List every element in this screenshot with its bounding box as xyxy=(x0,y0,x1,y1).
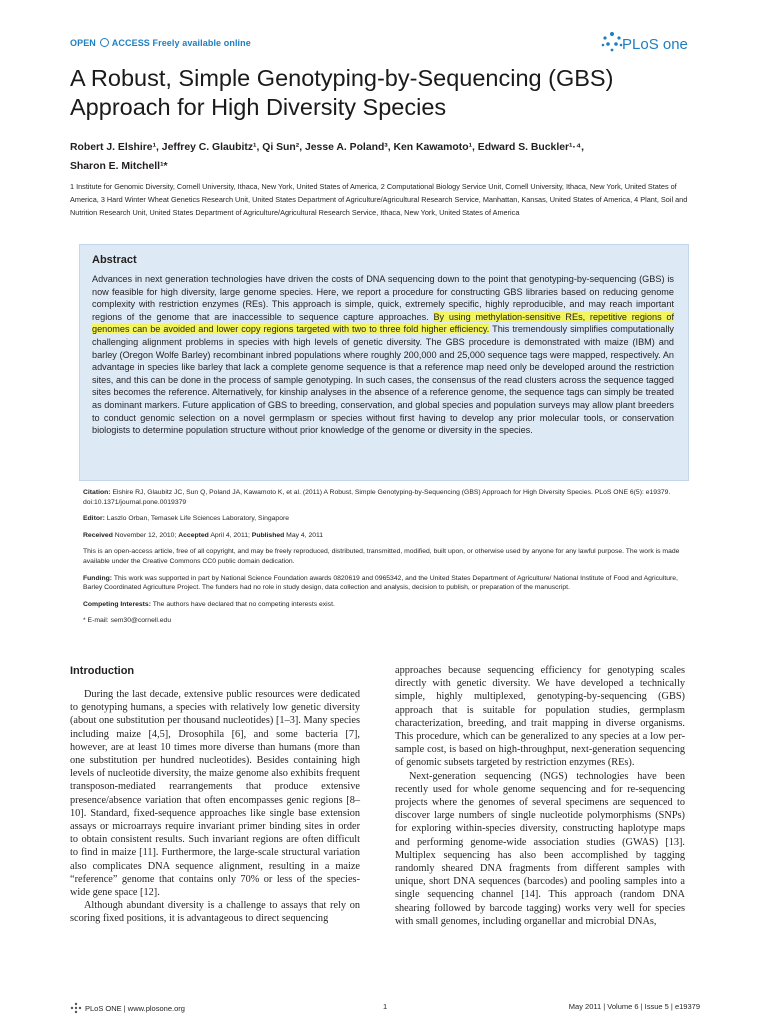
open-lock-icon xyxy=(100,38,109,47)
editor-text: Laszlo Orban, Temasek Life Sciences Laboratory, Singapore xyxy=(104,515,290,523)
received-label: Received xyxy=(83,531,113,539)
intro-paragraph-2: Although abundant diversity is a challenge to assays that rely on scoring fixed positions, it is advantageous to direct sequencing xyxy=(70,900,360,925)
open-access-text: ACCESS Freely available online xyxy=(111,38,251,48)
open-access-label: OPEN xyxy=(70,38,96,48)
right-column xyxy=(395,664,685,928)
authors-line-2: Sharon E. Mitchell¹* xyxy=(70,161,168,172)
intro-paragraph-4: Next-generation sequencing (NGS) technologies have been recently used for whole genome sequencing and for re-sequencing projects where the genomes of several specimens are sequenced to discover large numbers of single nucleotide polymorphisms (SNPs) for exploring within-species diversity, constructing haplotype maps and performing genome-wide association studies (GWAS) [13]. Multiplex sequencing has also been accomplished by tagging randomly sheared DNA fragments from different samples with unique, short DNA sequences (barcodes) and pooling samples into a single sequencing channel [14]. This approach (random DNA shearing followed by barcode tagging) works very well for species with small genomes, including organellar and microbial DNAs, xyxy=(395,770,685,927)
abstract-highlight[interactable]: By using methylation-sensitive REs, repetitive regions of genomes can be avoided and lower copy regions targeted with two to three fold higher efficiency. xyxy=(92,311,675,335)
author-list xyxy=(70,138,710,176)
accepted-label: Accepted xyxy=(178,531,209,539)
intro-paragraph-1: During the last decade, extensive public resources were dedicated to genotyping humans, a species with relatively low genetic diversity (about one substitution per thousand nucleotides) [1–3]. Many species including maize [4,5], Drosophila [6], and some bacteria [7], however, are at least 10 times more diverse than humans (more than one substitution per hundred nucleotides). Besides containing high levels of nucleotide diversity, the maize genome also exhibits frequent transposon-mediated rearrangements that produce extensive presence/absence variation that often encompasses genic regions [8–10]. Standard, fixed-sequence approaches like single base extension assays or microarrays require invariant primer binding sites in order to obtain consistent results. Such invariant regions are often difficult to find in maize [11]. Furthermore, the large-scale structural variation also complicates DNA sequence alignment, resulting in a maize “reference” genome that contains only 70% or less of the species-wide gene space [12]. xyxy=(70,689,360,899)
abstract-box xyxy=(79,244,689,481)
plos-dots-icon xyxy=(600,30,624,56)
license-statement: This is an open-access article, free of all copyright, and may be freely reproduced, distributed, transmitted, modified, built upon, or otherwise used by anyone for any lawful purpose. The work is made available under the Creative Commons CC0 public domain dedication. xyxy=(83,548,680,565)
introduction-heading: Introduction xyxy=(70,665,135,677)
journal-name: PLoS one xyxy=(622,36,688,53)
published-label: Published xyxy=(251,531,285,539)
funding-text: This work was supported in part by National Science Foundation awards 0820619 and 0965342, and the United States Department of Agriculture/ National Institute of Food and Agriculture, Barley Coordinated Agriculture Project. The funders had no role in study design, data collection and analysis, decision to publish, or preparation of the manuscript. xyxy=(83,574,678,592)
plos-one-logo[interactable] xyxy=(600,30,700,56)
competing-interests xyxy=(83,600,693,610)
funding-label: Funding: xyxy=(83,574,113,582)
published-text: May 4, 2011 xyxy=(284,531,324,539)
abstract-text-start: Advances in next generation technologies have driven the costs of DNA sequencing down to the point that genotyping-by-sequencing (GBS) is now feasible for high diversity, large genome species. Here, we report a procedure for constructing GBS libraries based on reducing genome complexity with restriction enzymes (REs). This approach is simple, quick, extremely specific, highly reproducible, and may reach important regions of the genome that are inaccessible to sequence capture approaches. xyxy=(92,274,674,322)
article-metadata xyxy=(83,488,693,633)
abstract-text xyxy=(92,273,674,437)
competing-label: Competing Interests: xyxy=(83,600,151,608)
article-title xyxy=(70,64,710,122)
intro-paragraph-3: approaches because sequencing efficiency for genotyping scales directly with genetic diversity. We have developed a technically simple, highly multiplexed, genotyping-by-sequencing (GBS) approach that is suitable for population studies, germplasm characterization, breeding, and trait mapping in diverse organisms. This procedure, which can be generalized to any species at a low per-sample cost, is based on high-throughput, next-generation sequencing of genomic subsets targeted by restriction enzymes (REs). xyxy=(395,665,685,769)
footer-issue: May 2011 | Volume 6 | Issue 5 | e19379 xyxy=(568,1002,700,1011)
received-text: November 12, 2010; xyxy=(112,531,179,539)
funding xyxy=(83,574,693,593)
accepted-text: April 4, 2011; xyxy=(208,531,252,539)
citation-label: Citation: xyxy=(83,489,111,496)
dates xyxy=(83,531,693,541)
abstract-text-end: This tremendously simplifies computationally challenging alignment problems in species with high levels of genetic diversity. The GBS procedure is demonstrated with maize (IBM) and barley (Oregon Wolfe Barley) recombinant inbred populations where roughly 200,000 and 25,000 sequence tags were mapped, respectively. An advantage in species like barley that lack a complete genome sequence is that a reference map need only be developed around the restriction sites, and this can be done in the process of sample genotyping. In such cases, the consensus of the read clusters across the sequence tagged sites becomes the reference. Alternatively, for kinship analyses in the absence of a reference genome, the sequence tags can simply be treated as dominant markers. Future application of GBS to breeding, conservation, and global species and population surveys may allow plant breeders to conduct genomic selection on a novel germplasm or species without first having to develop any prior molecular tools, or conservation biologists to determine population structure without prior knowledge of the genome or diversity in the species. xyxy=(92,324,674,436)
left-column xyxy=(70,664,360,926)
abstract-heading: Abstract xyxy=(92,254,137,266)
competing-text: The authors have declared that no competing interests exist. xyxy=(150,600,335,608)
citation-text: Elshire RJ, Glaubitz JC, Sun Q, Poland JA, Kawamoto K, et al. (2011) A Robust, Simple Genotyping-by-Sequencing (GBS) Approach for High Diversity Species. PLoS ONE 6(5): e19379. doi:10.1371/journal.pone.0019379 xyxy=(83,489,671,506)
page-footer xyxy=(70,1002,700,1016)
plos-small-icon xyxy=(70,1002,82,1014)
authors-line-1: Robert J. Elshire¹, Jeffrey C. Glaubitz¹, Qi Sun², Jesse A. Poland³, Ken Kawamoto¹, Edward S. Buckler¹·⁴, xyxy=(70,142,584,153)
editor xyxy=(83,514,693,524)
editor-label: Editor: xyxy=(83,515,105,523)
open-access-banner xyxy=(70,38,251,48)
affiliations: 1 Institute for Genomic Diversity, Cornell University, Ithaca, New York, United States of America, 2 Computational Biology Service Unit, Cornell University, Ithaca, New York, United States of America, 3 Hard Winter Wheat Genetics Research Unit, United States Department of Agriculture/Agricultural Research Service, Manhattan, Kansas, United States of America, 4 Plant, Soil and Nutrition Research Unit, United States Department of Agriculture/Agricultural Research Service, Ithaca, New York, United States of America xyxy=(70,182,688,217)
page-number: 1 xyxy=(383,1002,388,1011)
footer-journal[interactable] xyxy=(70,1002,185,1014)
title-line-2: Approach for High Diversity Species xyxy=(70,94,447,120)
title-line-1: A Robust, Simple Genotyping-by-Sequencing (GBS) xyxy=(70,65,614,91)
header-bar xyxy=(70,30,700,54)
corresponding-email[interactable]: * E-mail: sem30@cornell.edu xyxy=(83,617,172,625)
footer-journal-text: PLoS ONE | www.plosone.org xyxy=(85,1004,185,1013)
citation xyxy=(83,488,693,507)
